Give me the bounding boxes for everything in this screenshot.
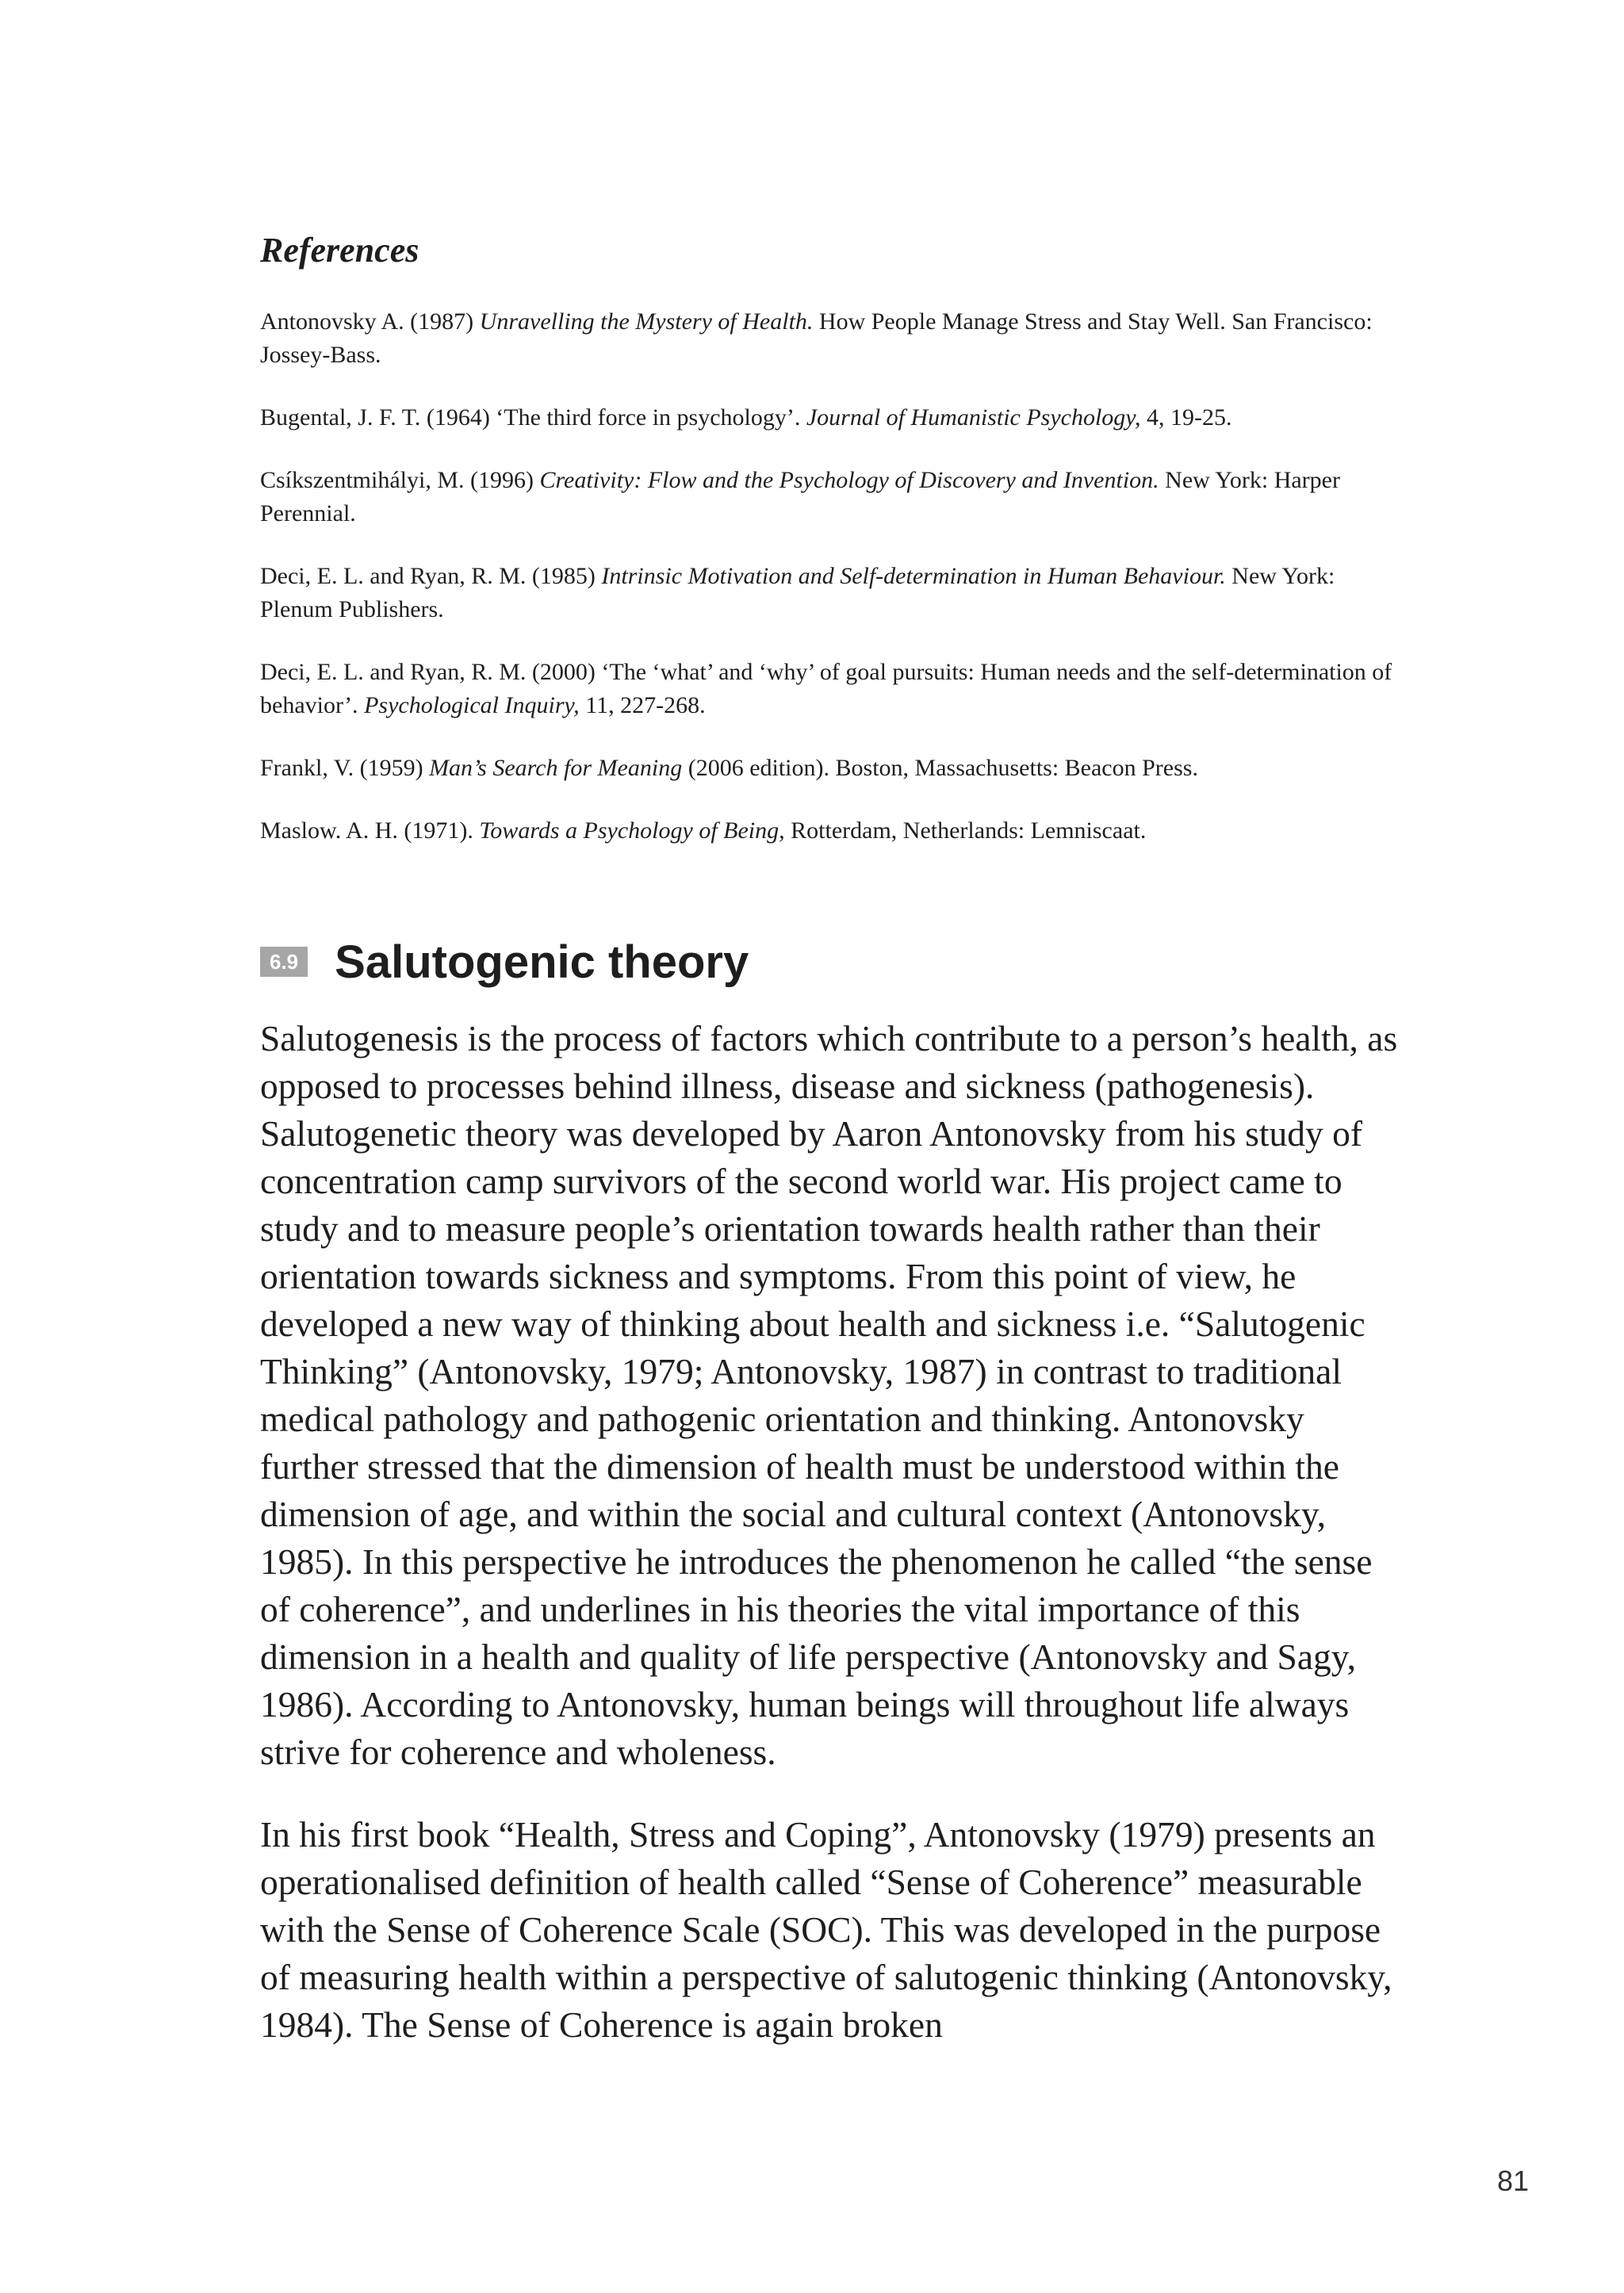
section-body xyxy=(260,1015,1410,2084)
body-paragraph: In his first book “Health, Stress and Coping”, Antonovsky (1979) presents an operationalised definition of health called “Sense of Coherence” measurable with the Sense of Coherence Scale (SOC). This was developed in the purpose of measuring health within a perspective of salutogenic thinking (Antonovsky, 1984). The Sense of Coherence is again broken xyxy=(260,1814,1392,2045)
section-number-badge: 6.9 xyxy=(260,947,308,977)
reference-item: Deci, E. L. and Ryan, R. M. (2000) ‘The ‘what’ and ‘why’ of goal pursuits: Human needs and the self-determination of behavior’. Psychological Inquiry, 11, 227-268. xyxy=(260,659,1392,718)
references-heading: References xyxy=(260,231,419,270)
reference-item: Antonovsky A. (1987) Unravelling the Mystery of Health. How People Manage Stress and Stay Well. San Francisco: Jossey-Bass. xyxy=(260,308,1373,368)
reference-item: Frankl, V. (1959) Man’s Search for Meaning (2006 edition). Boston, Massachusetts: Beacon Press. xyxy=(260,755,1198,781)
body-paragraph: Salutogenesis is the process of factors which contribute to a person’s health, as opposed to processes behind illness, disease and sickness (pathogenesis). Salutogenetic theory was developed by Aaron Antonovsky from his study of concentration camp survivors of the second world war. His project came to study and to measure people’s orientation towards health rather than their orientation towards sickness and symptoms. From this point of view, he developed a new way of thinking about health and sickness i.e. “Salutogenic Thinking” (Antonovsky, 1979; Antonovsky, 1987) in contrast to traditional medical pathology and pathogenic orientation and thinking. Antonovsky further stressed that the dimension of health must be understood within the dimension of age, and within the social and cultural context (Antonovsky, 1985). In this perspective he introduces the phenomenon he called “the sense of coherence”, and underlines in his theories the vital importance of this dimension in a health and quality of life perspective (Antonovsky and Sagy, 1986). According to Antonovsky, human beings will throughout life always strive for coherence and wholeness. xyxy=(260,1018,1398,1772)
reference-item: Bugental, J. F. T. (1964) ‘The third force in psychology’. Journal of Humanistic Psychology, 4, 19-25. xyxy=(260,404,1232,431)
section-heading xyxy=(260,934,749,990)
references-list xyxy=(260,305,1402,877)
reference-item: Csíkszentmihályi, M. (1996) Creativity: Flow and the Psychology of Discovery and Invention. New York: Harper Perennial. xyxy=(260,467,1340,526)
section-title: Salutogenic theory xyxy=(335,936,749,988)
reference-item: Deci, E. L. and Ryan, R. M. (1985) Intrinsic Motivation and Self-determination in Human Behaviour. New York: Plenum Publishers. xyxy=(260,563,1335,622)
reference-item: Maslow. A. H. (1971). Towards a Psychology of Being, Rotterdam, Netherlands: Lemniscaat. xyxy=(260,817,1147,844)
page-number: 81 xyxy=(1496,2165,1529,2197)
